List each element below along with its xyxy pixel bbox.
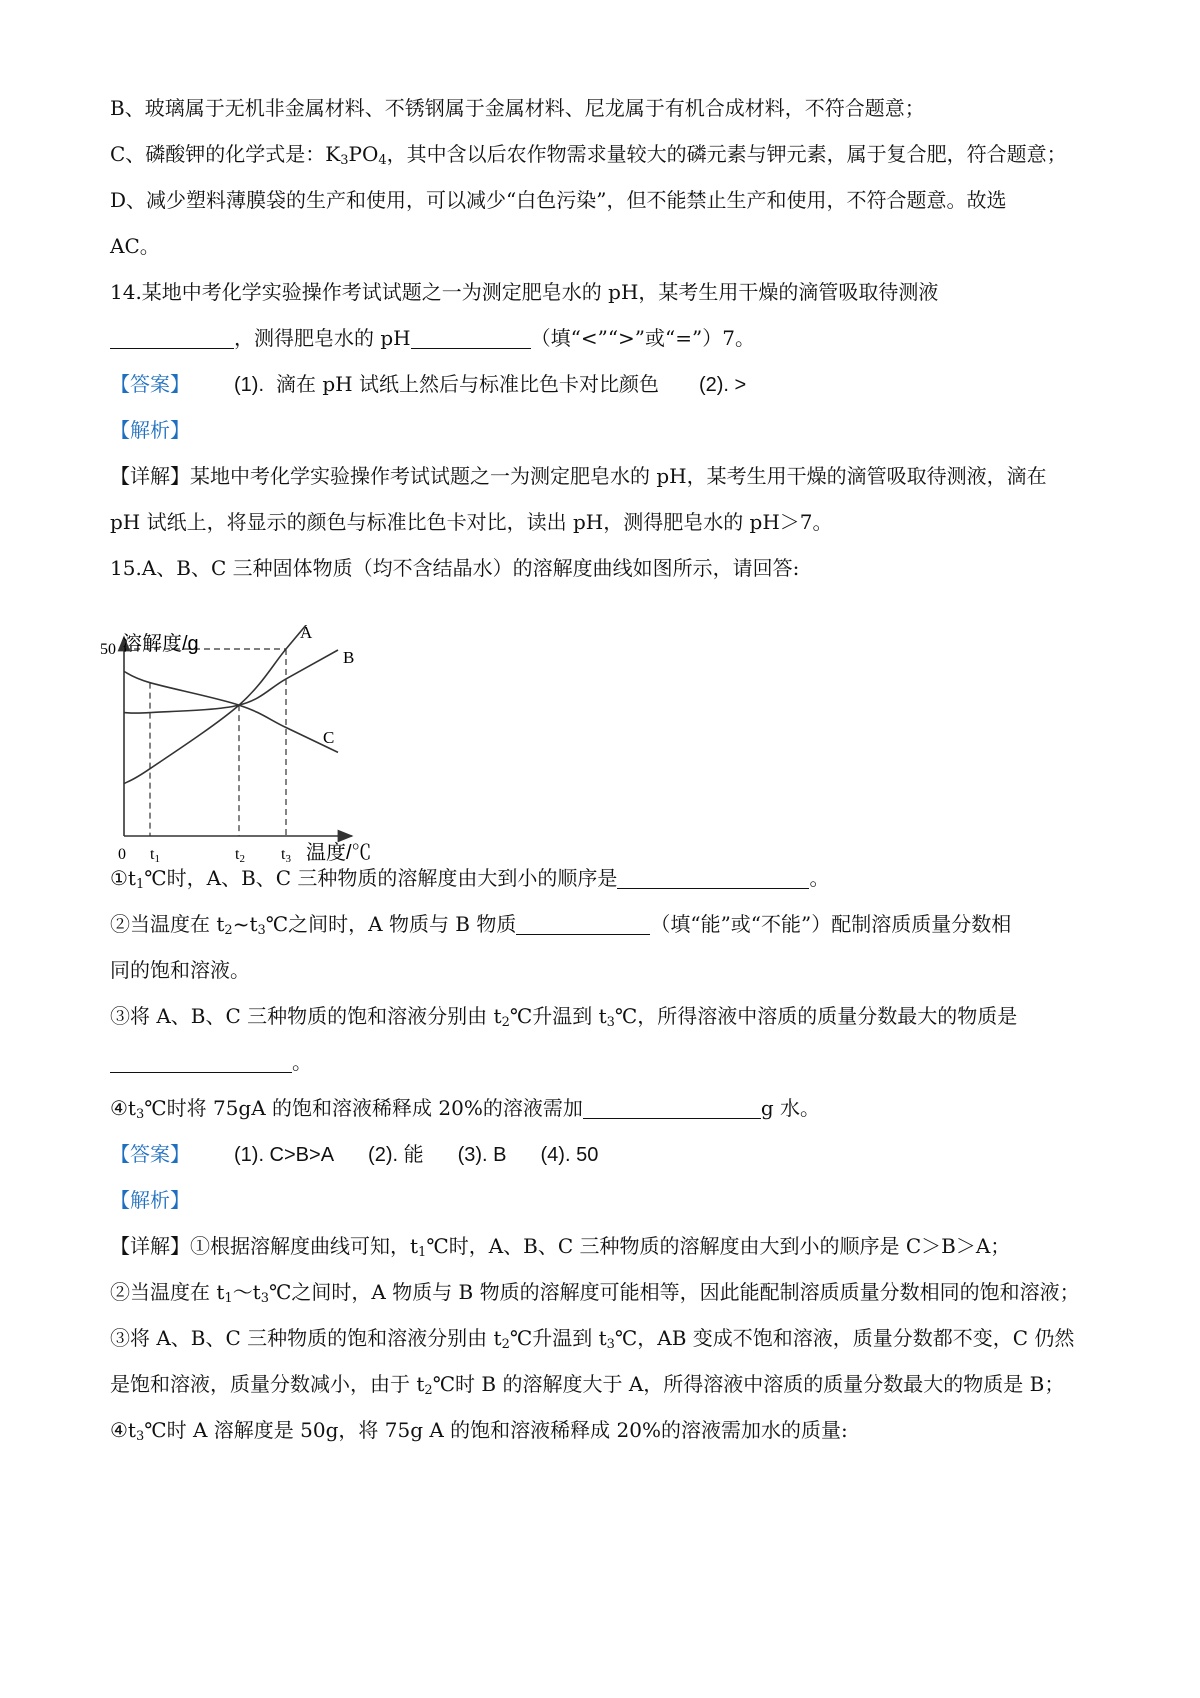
option-b-explanation xyxy=(110,94,925,122)
option-c-text-post: ，其中含以后农作物需求量较大的磷元素与钾元素，属于复合肥，符合题意； xyxy=(386,142,1067,166)
detail-text: ℃，AB 变成不饱和溶液，质量分数都不变，C 仍然 xyxy=(614,1326,1075,1350)
question-text: 。 xyxy=(809,866,830,890)
option-d-text: D、减少塑料薄膜袋的生产和使用，可以减少“白色污染”，但不能禁止生产和使用，不符合题意。故选 xyxy=(110,188,1007,212)
q15-sub4 xyxy=(110,1094,820,1129)
subscript: 3 xyxy=(135,1429,145,1444)
answer-number: (1). xyxy=(234,374,264,396)
q15-detail-3 xyxy=(110,1324,1074,1359)
detail-text: ③将 A、B、C 三种物质的饱和溶液分别由 t xyxy=(110,1326,502,1350)
subscript: 3 xyxy=(606,1015,615,1030)
answer-text: (4). 50 xyxy=(540,1144,599,1166)
q15-detail-2 xyxy=(110,1278,1080,1313)
question-text: 同的饱和溶液。 xyxy=(110,958,250,982)
answer-blank[interactable] xyxy=(583,1098,761,1119)
curve-label-b: B xyxy=(343,648,355,667)
answer-blank[interactable] xyxy=(617,868,809,889)
q14-analysis-tag xyxy=(110,416,190,444)
t2-tick-label: t2 xyxy=(235,846,245,865)
q14-stem-text: （填“<”“>”或“=”）7。 xyxy=(530,326,755,350)
detail-text: 【详解】①根据溶解度曲线可知，t xyxy=(110,1234,419,1258)
answer-blank[interactable] xyxy=(110,1052,292,1073)
answer-text: (2). 能 xyxy=(368,1144,424,1166)
subscript: 2 xyxy=(224,923,233,938)
subscript: 3 xyxy=(135,1107,145,1122)
answer-text: 滴在 pH 试纸上然后与标准比色卡对比颜色 xyxy=(276,372,659,396)
option-c-text-pre: C、磷酸钾的化学式是：K xyxy=(110,142,341,166)
q15-detail-4 xyxy=(110,1370,1064,1405)
question-text: g 水。 xyxy=(760,1096,821,1120)
q15-stem xyxy=(110,554,799,582)
curve-b xyxy=(124,650,338,713)
q14-detail-line1 xyxy=(110,462,1047,490)
guide-lines xyxy=(124,649,286,836)
q14-stem-text: 14.某地中考化学实验操作考试试题之一为测定肥皂水的 pH，某考生用干燥的滴管吸取待测液 xyxy=(110,280,939,304)
detail-text: pH 试纸上，将显示的颜色与标准比色卡对比，读出 pH，测得肥皂水的 pH＞7。 xyxy=(110,510,833,534)
conclusion-text: AC。 xyxy=(110,234,160,258)
detail-text: ②当温度在 t xyxy=(110,1280,225,1304)
y-tick-label: 50 xyxy=(100,641,116,658)
question-text: ℃之间时，A 物质与 B 物质 xyxy=(265,912,517,936)
t1-tick-label: t1 xyxy=(150,846,160,865)
question-text: ℃，所得溶液中溶质的质量分数最大的物质是 xyxy=(614,1004,1018,1028)
q15-stem-text: 15.A、B、C 三种固体物质（均不含结晶水）的溶解度曲线如图所示，请回答: xyxy=(110,556,800,580)
question-text: ②当温度在 t xyxy=(110,912,225,936)
subscript: 2 xyxy=(501,1015,510,1030)
detail-text: 是饱和溶液，质量分数减小，由于 t xyxy=(110,1372,425,1396)
detail-text: ℃时，A、B、C 三种物质的溶解度由大到小的顺序是 C＞B＞A； xyxy=(426,1234,1011,1258)
answer-text: (3). B xyxy=(457,1144,507,1166)
detail-text: ℃之间时，A 物质与 B 物质的溶解度可能相等，因此能配制溶质质量分数相同的饱和溶液； xyxy=(269,1280,1080,1304)
question-text: 。 xyxy=(292,1050,312,1074)
q14-stem-line2 xyxy=(110,324,755,352)
question-text: ~t xyxy=(232,912,258,936)
question-text: ℃升温到 t xyxy=(509,1004,607,1028)
q14-answer-line xyxy=(110,370,746,399)
subscript: 1 xyxy=(135,877,145,892)
answer-tag: 【答案】 xyxy=(110,1142,190,1166)
q14-detail-line2 xyxy=(110,508,833,536)
option-c-explanation xyxy=(110,140,1067,175)
detail-text: 【详解】某地中考化学实验操作考试试题之一为测定肥皂水的 pH，某考生用干燥的滴管吸取待测液，滴在 xyxy=(110,464,1047,488)
q15-detail-5 xyxy=(110,1416,848,1451)
analysis-tag: 【解析】 xyxy=(110,418,190,442)
answer-text: (2). > xyxy=(698,374,747,396)
q14-stem-line1 xyxy=(110,278,938,306)
analysis-tag: 【解析】 xyxy=(110,1188,190,1212)
subscript: 1 xyxy=(224,1291,233,1306)
detail-text: ～t xyxy=(232,1280,261,1304)
detail-text: ℃时 B 的溶解度大于 A，所得溶液中溶质的质量分数最大的物质是 B； xyxy=(432,1372,1065,1396)
answer-tag: 【答案】 xyxy=(110,372,190,396)
option-d-explanation xyxy=(110,186,1006,214)
subscript: 1 xyxy=(418,1245,427,1260)
question-text: ③将 A、B、C 三种物质的饱和溶液分别由 t xyxy=(110,1004,502,1028)
question-text: ℃时，A、B、C 三种物质的溶解度由大到小的顺序是 xyxy=(144,866,618,890)
answer-blank[interactable] xyxy=(411,328,531,349)
subscript: 3 xyxy=(260,1291,270,1306)
subscript: 2 xyxy=(501,1337,510,1352)
question-text: ①t xyxy=(110,866,136,890)
formula-mid: PO xyxy=(348,142,379,166)
answer-text: (1). C>B>A xyxy=(234,1144,335,1166)
q15-sub3 xyxy=(110,1002,1017,1037)
origin-label: 0 xyxy=(118,846,126,863)
subscript: 2 xyxy=(424,1383,433,1398)
y-axis-label: 溶解度/g xyxy=(122,633,199,655)
t3-tick-label: t3 xyxy=(281,846,291,865)
option-b-text: B、玻璃属于无机非金属材料、不锈钢属于金属材料、尼龙属于有机合成材料，不符合题意； xyxy=(110,96,925,120)
answer-blank[interactable] xyxy=(110,328,234,349)
q15-sub2-cont xyxy=(110,956,250,984)
subscript: 3 xyxy=(340,153,349,168)
q14-stem-text: ，测得肥皂水的 pH xyxy=(234,326,411,350)
subscript: 3 xyxy=(606,1337,615,1352)
q15-analysis-tag xyxy=(110,1186,190,1214)
detail-text: ℃时 A 溶解度是 50g，将 75g A 的饱和溶液稀释成 20%的溶液需加水的质量: xyxy=(144,1418,848,1442)
subscript: 3 xyxy=(257,923,266,938)
detail-text: ℃升温到 t xyxy=(509,1326,607,1350)
q15-sub1 xyxy=(110,864,829,899)
question-text: （填“能”或“不能”）配制溶质质量分数相 xyxy=(650,912,1012,936)
x-axis-label: 温度/℃ xyxy=(306,842,372,864)
answer-blank[interactable] xyxy=(516,914,650,935)
curve-label-c: C xyxy=(323,728,335,747)
subscript: 4 xyxy=(378,153,387,168)
detail-text: ④t xyxy=(110,1418,136,1442)
q15-answer-line xyxy=(110,1140,598,1169)
q15-sub2 xyxy=(110,910,1011,945)
q15-detail-1 xyxy=(110,1232,1010,1267)
question-text: ℃时将 75gA 的饱和溶液稀释成 20%的溶液需加 xyxy=(144,1096,583,1120)
curve-label-a: A xyxy=(300,625,313,642)
option-d-explanation-cont xyxy=(110,232,160,260)
q15-sub3-cont xyxy=(110,1048,312,1076)
question-text: ④t xyxy=(110,1096,136,1120)
